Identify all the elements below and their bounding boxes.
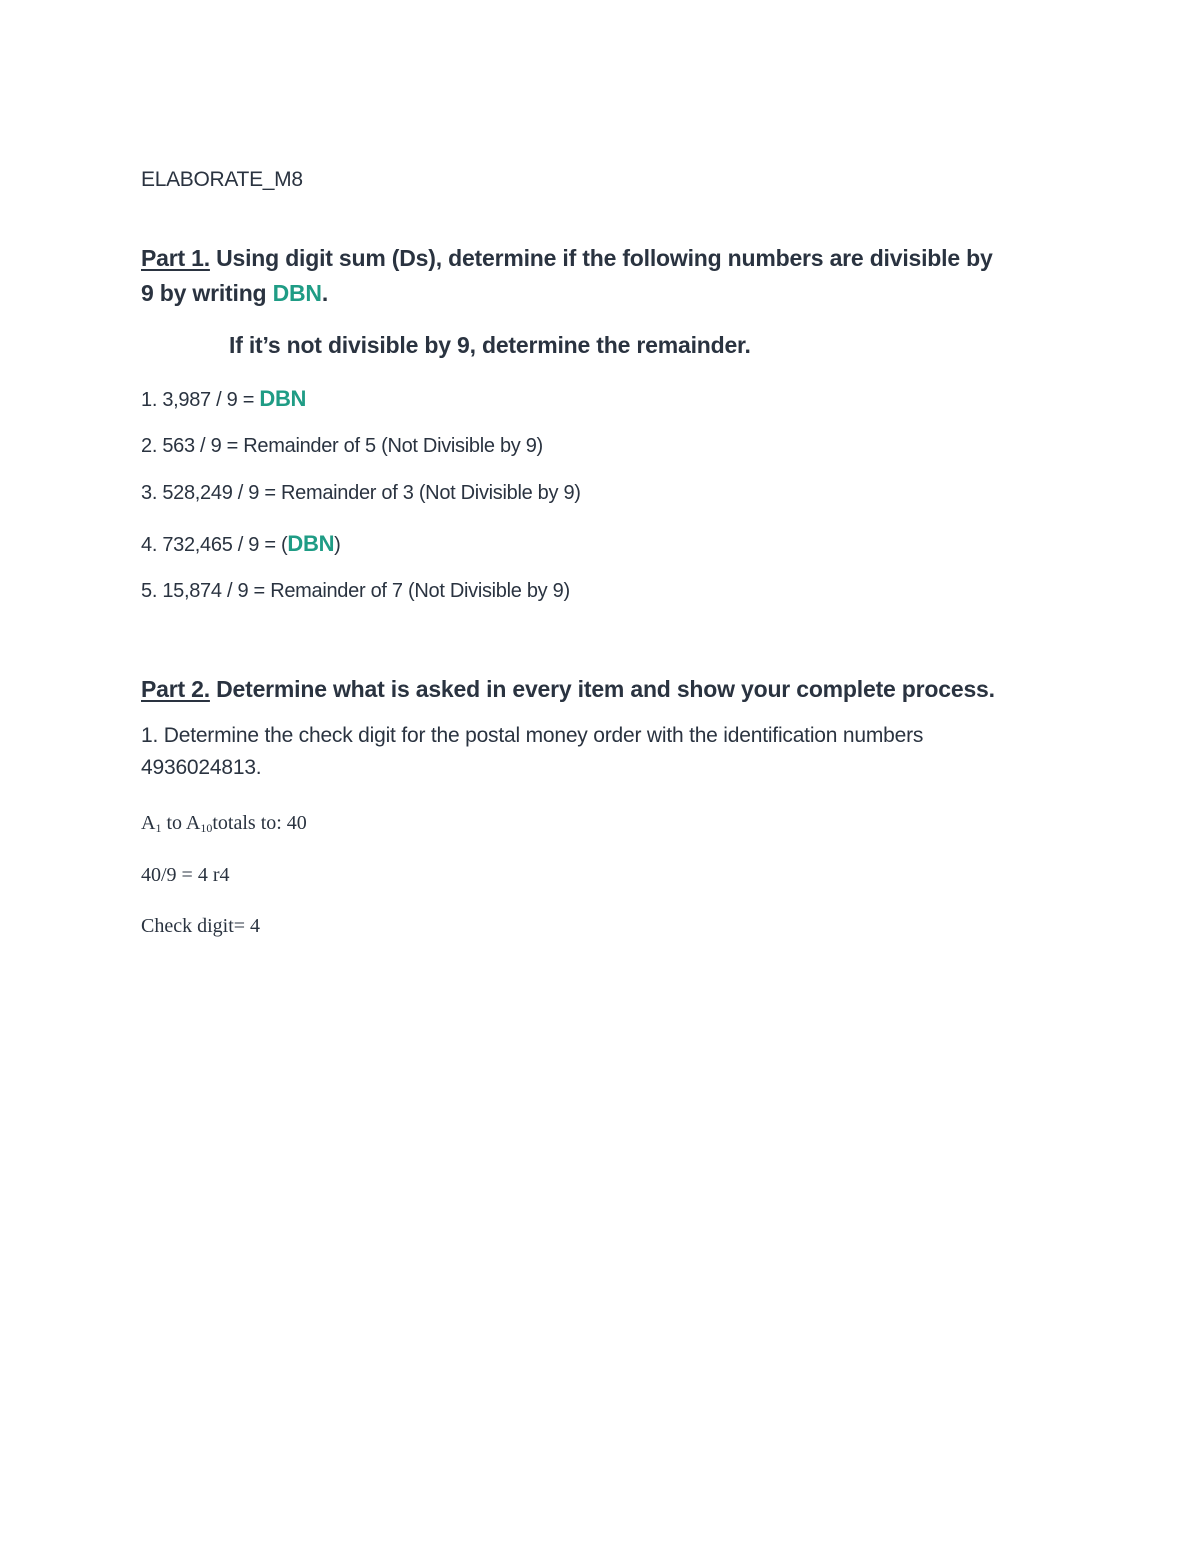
item-text: 3. 528,249 / 9 = Remainder of 3 (Not Divisible by 9) [141,482,581,504]
part1-item-5 [141,580,570,603]
part1-instruction-b-prefix: 9 by writing [141,280,273,306]
item-text: 4. 732,465 / 9 = ( [141,534,288,556]
part1-instruction-remainder: If it’s not divisible by 9, determine the remainder. [229,332,751,358]
solution-b: to A [161,812,201,834]
part1-item-2 [141,435,543,458]
document-title: ELABORATE_M8 [141,168,303,191]
part2-instruction-text: Determine what is asked in every item and show your complete process. [209,676,995,702]
item-text: 5. 15,874 / 9 = Remainder of 7 (Not Divisible by 9) [141,580,570,602]
part2-label: Part 2. [141,676,210,702]
part2-instruction [141,676,995,703]
part1-instruction-line2 [141,280,328,307]
solution-line-2: 40/9 = 4 r4 [141,864,230,886]
part1-instruction-line1 [141,245,993,272]
solution-line-3: Check digit= 4 [141,915,261,937]
part1-label: Part 1. [141,245,210,271]
solution-sub-1: 1 [155,821,162,835]
item-dbn: DBN [259,386,307,411]
solution-c: totals to: 40 [212,812,307,834]
item-text: 2. 563 / 9 = Remainder of 5 (Not Divisible by 9) [141,435,543,457]
solution-a: A [141,812,156,834]
part1-dbn-code: DBN [272,280,322,306]
solution-sub-10: 10 [200,821,213,835]
solution-line-1 [141,812,307,836]
item-dbn: DBN [287,531,335,556]
item-text: 1. 3,987 / 9 = [141,389,260,411]
part2-question-1-line2: 4936024813. [141,756,262,779]
item-suffix: ) [334,534,341,556]
part1-item-3 [141,482,581,505]
part1-instruction-b-suffix: . [321,280,329,306]
part2-question-1-line1: 1. Determine the check digit for the postal money order with the identification numbers [141,724,924,747]
part1-instruction-a: Using digit sum (Ds), determine if the following numbers are divisible by [209,245,993,271]
part1-item-1 [141,386,306,412]
part1-item-4 [141,531,341,557]
